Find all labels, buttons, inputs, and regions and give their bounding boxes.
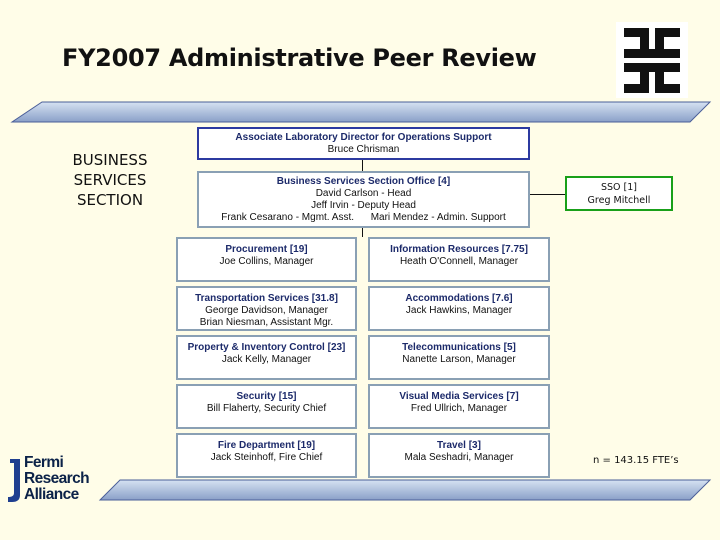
fte-note: n = 143.15 FTE’s [593,455,679,466]
sso-name: Greg Mitchell [587,195,651,206]
dept-manager: Heath O'Connell, Manager [399,256,519,267]
section-label [58,150,162,210]
sso-label: SSO [1] [600,182,637,193]
connector-sso [528,194,565,195]
dept-manager: Jack Steinhoff, Fire Chief [210,452,323,463]
bsso-line: Jeff Irvin - Deputy Head [311,200,416,211]
dept-manager: Bill Flaherty, Security Chief [206,403,327,414]
dept-title: Travel [3] [437,440,481,451]
section-label-line: SERVICES [73,171,147,189]
fra-logo-line: Fermi [24,454,64,471]
dept-property-inventory [176,335,357,380]
dept-title: Procurement [19] [225,244,308,255]
fra-logo-line: Alliance [24,486,79,503]
dept-title: Visual Media Services [7] [399,391,519,402]
page-title: FY2007 Administrative Peer Review [62,44,537,72]
dept-title: Accommodations [7.6] [405,293,513,304]
connector-ald-bsso [362,159,363,171]
dept-travel [368,433,550,478]
dept-title: Telecommunications [5] [402,342,516,353]
ald-title: Associate Laboratory Director for Operations Support [235,132,492,143]
dept-visual-media [368,384,550,429]
dept-title: Property & Inventory Control [23] [187,342,346,353]
bsso-line: Frank Cesarano - Mgmt. Asst. Mari Mendez - Admin. Support [221,212,506,223]
fra-logo-text [24,455,89,503]
dept-manager: Brian Niesman, Assistant Mgr. [199,317,334,328]
dept-title: Fire Department [19] [217,440,316,451]
dept-fire [176,433,357,478]
dept-accommodations [368,286,550,331]
dept-manager: Jack Kelly, Manager [221,354,312,365]
ald-name: Bruce Chrisman [327,144,400,155]
dept-title: Transportation Services [31.8] [195,293,338,304]
dept-transportation [176,286,357,331]
dept-manager: Fred Ullrich, Manager [410,403,508,414]
connector-bsso-trunk [362,227,363,237]
fra-logo-line: Research [24,470,89,487]
fermilab-logo [616,22,688,98]
dept-manager: Joe Collins, Manager [219,256,314,267]
dept-manager: Nanette Larson, Manager [402,354,516,365]
bsso-title: Business Services Section Office [4] [276,176,451,187]
section-label-line: BUSINESS [72,151,148,169]
sso-box [565,176,673,211]
dept-security [176,384,357,429]
dept-manager: Jack Hawkins, Manager [405,305,513,316]
dept-title: Security [15] [236,391,297,402]
dept-manager: George Davidson, Manager [205,305,328,316]
bsso-box [197,171,530,228]
dept-title: Information Resources [7.75] [390,244,528,255]
dept-information-resources [368,237,550,282]
dept-procurement [176,237,357,282]
ald-box [197,127,530,160]
section-label-line: SECTION [76,191,144,209]
dept-telecommunications [368,335,550,380]
bsso-line: David Carlson - Head [315,188,412,199]
dept-manager: Mala Seshadri, Manager [404,452,514,463]
